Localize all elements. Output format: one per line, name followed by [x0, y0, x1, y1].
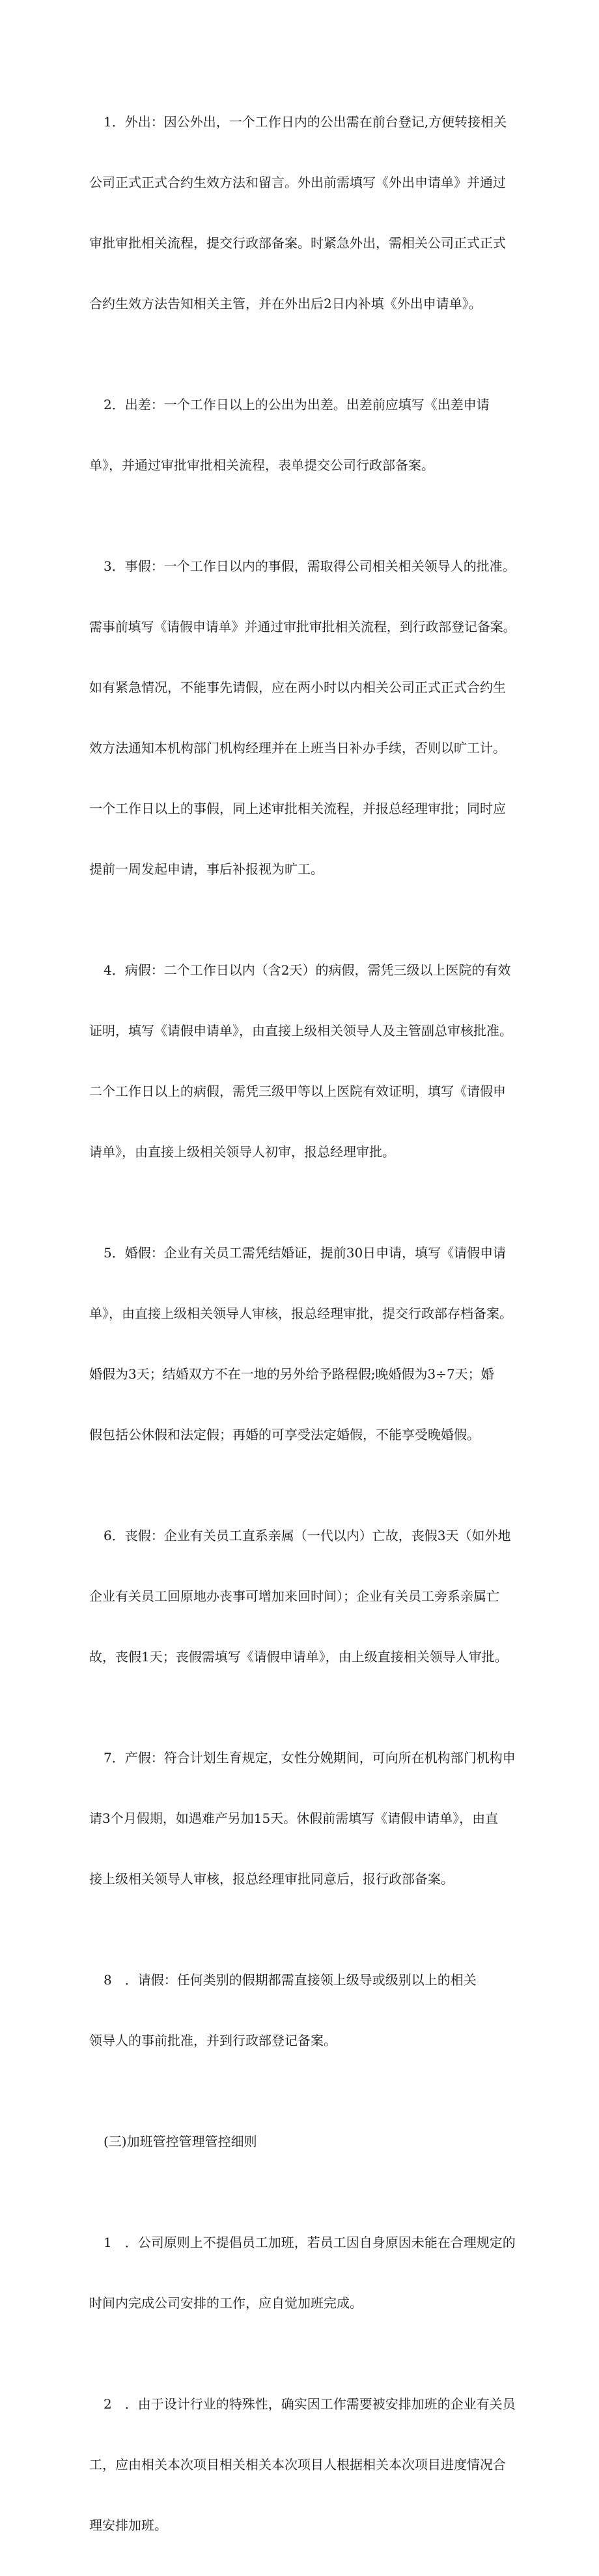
- text-line: 公司正式正式合约生效方法和留言。外出前需填写《外出申请单》并通过: [89, 175, 506, 190]
- text-line: 4．病假：二个工作日以内（含2天）的病假，需凭三级以上医院的有效: [104, 962, 511, 978]
- text-line: 需事前填写《请假申请单》并通过审批审批相关流程，到行政部登记备案。: [89, 619, 516, 635]
- text-line: 7．产假：符合计划生育规定，女性分娩期间，可向所在机构部门机构申: [104, 1750, 516, 1766]
- text-line: 领导人的事前批准，并到行政部登记备案。: [89, 2033, 337, 2048]
- text-line: 二个工作日以上的病假，需凭三级甲等以上医院有效证明，填写《请假申: [89, 1083, 506, 1099]
- paragraph-overtime-principle: [89, 2192, 516, 2354]
- text-line: 一个工作日以上的事假，同上述审批相关流程，并报总经理审批；同时应: [89, 801, 506, 816]
- text-line: 1 ．公司原则上不提倡员工加班，若员工因自身原因未能在合理规定的: [104, 2235, 516, 2250]
- text-line: 证明，填写《请假申请单》，由直接上级相关领导人及主管副总审核批准。: [89, 1023, 512, 1038]
- text-line: 合约生效方法告知相关主管，并在外出后2日内补填《外出申请单》。: [89, 296, 482, 311]
- text-line: 8 ．请假：任何类别的假期都需直接领上级导或级别以上的相关: [104, 1972, 477, 1988]
- text-line: 时间内完成公司安排的工作，应自觉加班完成。: [89, 2295, 363, 2311]
- text-line: 3．事假：一个工作日以内的事假，需取得公司相关相关领导人的批准。: [104, 558, 516, 574]
- text-line: 6．丧假：企业有关员工直系亲属（一代以内）亡故，丧假3天（如外地: [104, 1528, 511, 1543]
- text-line: 5．婚假：企业有关员工需凭结婚证，提前30日申请，填写《请假申请: [104, 1245, 507, 1261]
- text-line: 如有紧急情况，不能事先请假，应在两小时以内相关公司正式正式合约生: [89, 680, 506, 695]
- text-line: 提前一周发起申请，事后补报视为旷工。: [89, 861, 324, 877]
- section-heading: (三)加班管控管理管控细则: [104, 2134, 257, 2149]
- text-line: 工，应由相关本次项目相关相关本次项目人根据相关本次项目进度情况合: [89, 2457, 506, 2472]
- paragraph-maternity-leave: [89, 1708, 516, 1930]
- text-line: 效方法通知本机构部门机构经理并在上班当日补办手续，否则以旷工计。: [89, 740, 506, 756]
- paragraph-sick-leave: [89, 920, 516, 1203]
- text-line: 请3个月假期，如遇难产另加15天。休假前需填写《请假申请单》，由直: [89, 1810, 499, 1826]
- paragraph-funeral-leave: [89, 1485, 516, 1708]
- paragraph-business-trip: [89, 354, 516, 516]
- text-line: 请单》，由直接上级相关领导人初审，报总经理审批。: [89, 1144, 395, 1160]
- paragraph-overtime-arrangement: [89, 2354, 516, 2576]
- text-line: 2．出差：一个工作日以上的公出为出差。出差前应填写《出差申请: [104, 397, 490, 412]
- paragraph-leave-request: [89, 1930, 516, 2091]
- text-line: 审批审批相关流程，提交行政部备案。时紧急外出，需相关公司正式正式: [89, 235, 506, 251]
- paragraph-marriage-leave: [89, 1203, 516, 1485]
- text-line: 接上级相关领导人审核，报总经理审批同意后，报行政部备案。: [89, 1871, 454, 1887]
- text-line: 故，丧假1天；丧假需填写《请假申请单》，由上级直接相关领导人审批。: [89, 1649, 508, 1665]
- text-line: 企业有关员工回原地办丧事可增加来回时间）；企业有关员工旁系亲属亡: [89, 1588, 499, 1604]
- text-line: 1．外出：因公外出，一个工作日内的公出需在前台登记,方便转接相关: [104, 114, 507, 130]
- text-line: 2 ．由于设计行业的特殊性，确实因工作需要被安排加班的企业有关员: [104, 2396, 516, 2412]
- text-line: 单》，并通过审批审批相关流程，表单提交公司行政部备案。: [89, 457, 434, 473]
- text-line: 理安排加班。: [89, 2517, 167, 2533]
- text-line: 婚假为3天；结婚双方不在一地的另外给予路程假;晚婚假为3÷7天；婚: [89, 1366, 494, 1382]
- paragraph-outing: [89, 72, 516, 354]
- text-line: 假包括公休假和法定假；再婚的可享受法定婚假，不能享受晚婚假。: [89, 1427, 480, 1442]
- text-line: 单》，由直接上级相关领导人审核，报总经理审批，提交行政部存档备案。: [89, 1306, 512, 1321]
- paragraph-personal-leave: [89, 516, 516, 920]
- document-body: [89, 72, 516, 2576]
- section-heading-overtime: [89, 2091, 516, 2192]
